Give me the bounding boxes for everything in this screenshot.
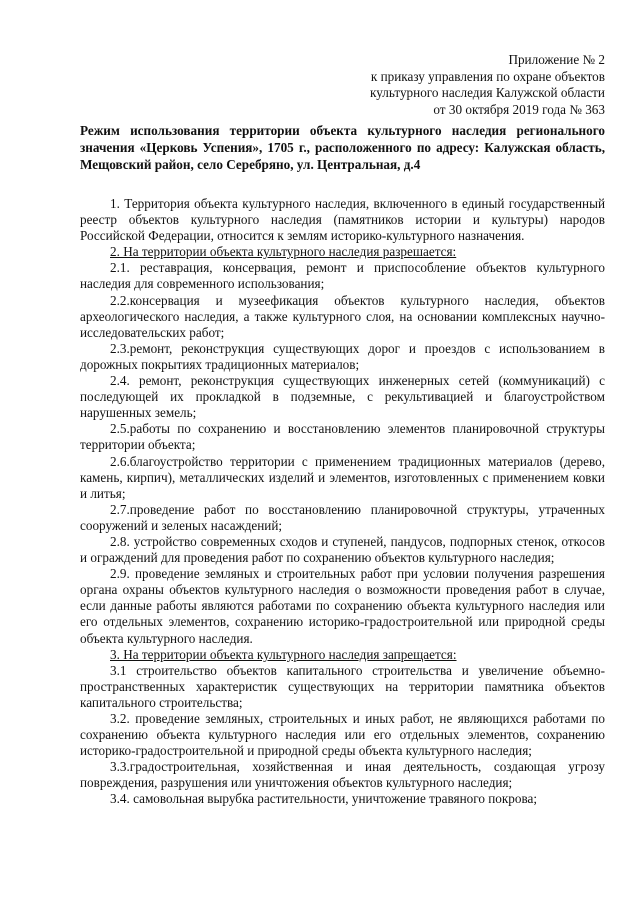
order-reference: к приказу управления по охране объектов	[370, 68, 605, 84]
order-date-number: от 30 октября 2019 года № 363	[433, 101, 605, 117]
appendix-number: Приложение № 2	[508, 52, 605, 67]
paragraph-2-7: 2.7.проведение работ по восстановлению планировочной структуры, утраченных сооружений и зеленых насаждений;	[80, 501, 605, 533]
paragraph-2-2: 2.2.консервация и музеефикация объектов культурного наследия, объектов археологического наследия, а также культурного слоя, на основании комплексных научно-исследовательских работ;	[80, 292, 605, 340]
paragraph-2-3: 2.3.ремонт, реконструкция существующих дорог и проездов с использованием в дорожных покрытиях традиционных материалов;	[80, 340, 605, 372]
issuing-authority: культурного наследия Калужской области	[370, 85, 605, 100]
document-title: Режим использования территории объекта культурного наследия регионального значения «Церковь Успения», 1705 г., расположенного по адресу: Калужская область, Мещовский район, село Серебряно, ул. Центральная, д.4	[80, 123, 605, 172]
document-body	[80, 196, 605, 808]
section-3-heading-text: 3. На территории объекта культурного наследия запрещается:	[110, 646, 457, 662]
section-3-heading	[80, 647, 605, 663]
paragraph-2-4: 2.4. ремонт, реконструкция существующих инженерных сетей (коммуникаций) с последующей их прокладкой в подземные, с рекультивацией и благоустройством нарушенных земель;	[80, 373, 605, 421]
section-2-heading	[80, 244, 605, 260]
paragraph-2-1: 2.1. реставрация, консервация, ремонт и приспособление объектов культурного наследия для современного использования;	[80, 260, 605, 292]
paragraph-3-3: 3.3.градостроительная, хозяйственная и иная деятельность, создающая угрозу повреждения, разрушения или уничтожения объектов культурного наследия;	[80, 759, 605, 791]
paragraph-3-4: 3.4. самовольная вырубка растительности, уничтожение травяного покрова;	[110, 791, 538, 807]
paragraph-2-6: 2.6.благоустройство территории с применением традиционных материалов (дерево, камень, кирпич), металлических изделий и элементов, изготовленных с применением ковки и литья;	[80, 453, 605, 501]
appendix-header	[370, 52, 605, 118]
paragraph-2-8: 2.8. устройство современных сходов и ступеней, пандусов, подпорных стенок, откосов и ограждений для проведения работ по сохранению объектов культурного наследия;	[80, 533, 605, 566]
paragraph-1: 1. Территория объекта культурного наследия, включенного в единый государственный реестр объектов культурного наследия (памятников истории и культуры) народов Российской Федерации, относится к землям историко-культурного назначения.	[80, 196, 605, 244]
paragraph-3-1: 3.1 строительство объектов капитального строительства и увеличение объемно-пространственных характеристик существующих на территории памятника объектов капитального строительства;	[80, 662, 605, 710]
paragraph-2-9: 2.9. проведение земляных и строительных работ при условии получения разрешения органа охраны объектов культурного наследия о возможности проведения работ в случае, если данные работы являются работами по сохранению объекта культурного наследия или его отдельных элементов, сохранению историко-градостроительной или природной среды объекта культурного наследия.	[80, 566, 605, 646]
paragraph-2-5: 2.5.работы по сохранению и восстановлению элементов планировочной структуры территории объекта;	[80, 421, 605, 453]
section-2-heading-text: 2. На территории объекта культурного наследия разрешается:	[110, 244, 457, 260]
paragraph-3-2: 3.2. проведение земляных, строительных и иных работ, не являющихся работами по сохранению объекта культурного наследия или его отдельных элементов, сохранению историко-градостроительной и природной среды объекта культурного наследия;	[80, 711, 605, 759]
